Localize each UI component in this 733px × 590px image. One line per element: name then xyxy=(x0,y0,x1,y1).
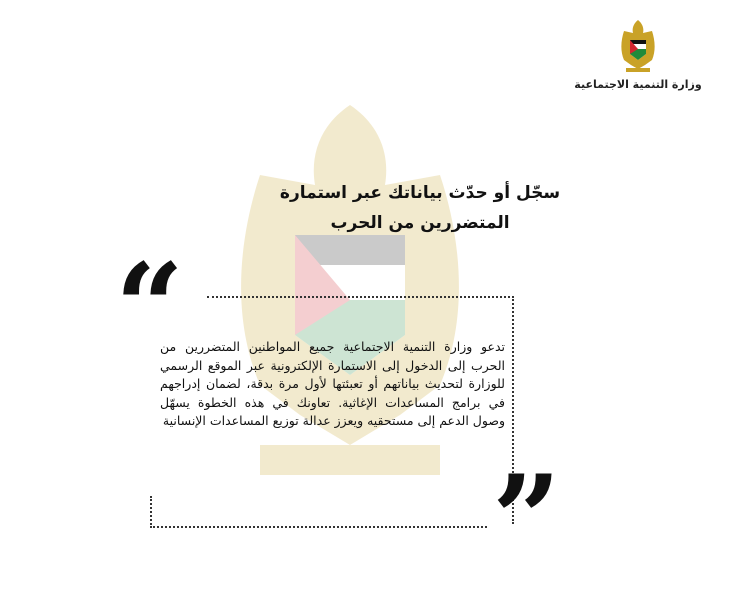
ministry-logo xyxy=(563,18,713,108)
open-quote-mark: “ xyxy=(115,237,185,378)
announcement-body: تدعو وزارة التنمية الاجتماعية جميع المواطنين المتضررين من الحرب إلى الدخول إلى الاستمارة الإلكترونية عبر الموقع الرسمي للوزارة لتحديث بياناتهم أو تعبئتها لأول مرة بدقة، لضمان إدراجهم في برامج المساعدات الإغاثية. تعاونك في هذه الخطوة يسهّل وصول الدعم إلى مستحقيه ويعزز عدالة توزيع المساعدات الإنسانية xyxy=(160,339,505,428)
page-title: سجّل أو حدّث بياناتك عبر استمارة المتضررين من الحرب xyxy=(279,183,561,233)
close-quote-mark: ” xyxy=(492,449,562,590)
ministry-name: وزارة التنمية الاجتماعية xyxy=(574,78,702,91)
palestine-eagle-emblem-icon xyxy=(616,18,660,74)
quote-frame-bottom-left xyxy=(150,496,487,528)
